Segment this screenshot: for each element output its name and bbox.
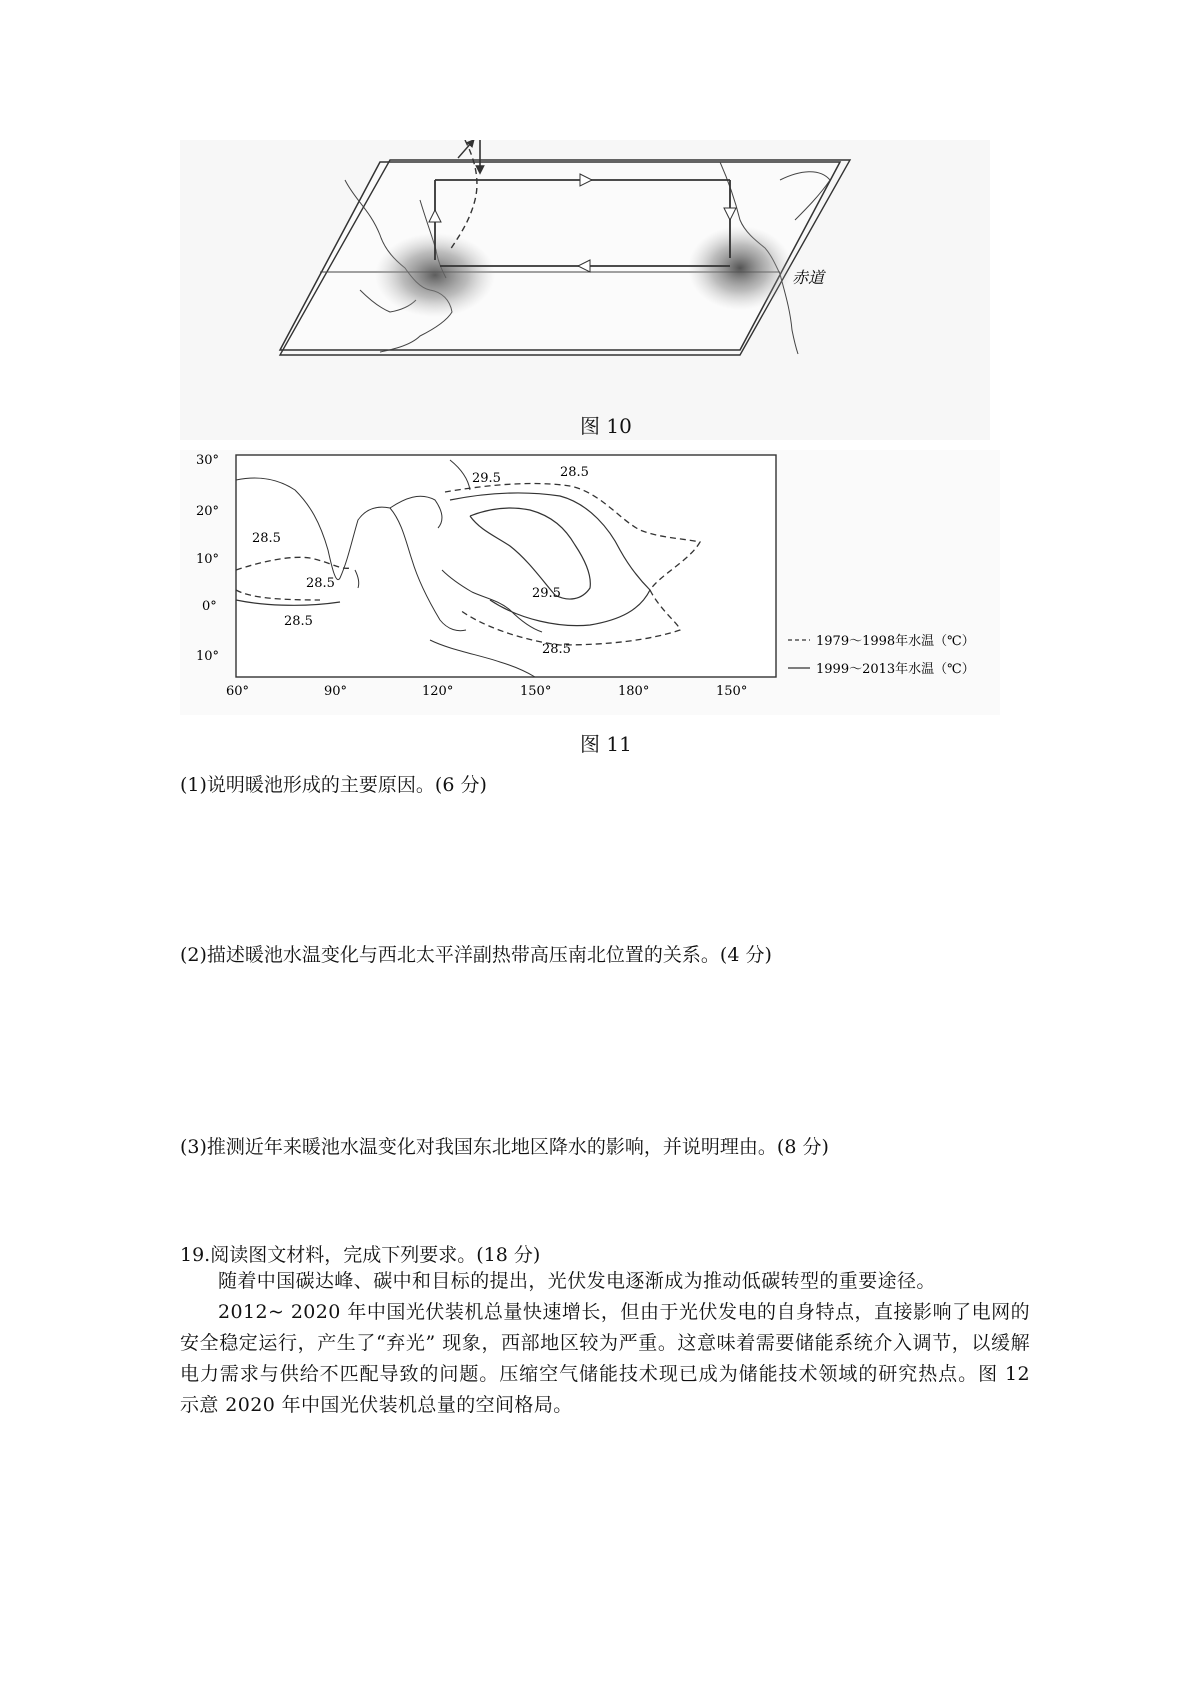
- legend-dashed-label: 1979～1998年水温（℃）: [816, 634, 975, 649]
- figure-11-warm-pool-map: [180, 450, 1000, 715]
- figure-10-caption: 图 10: [580, 414, 632, 438]
- lon-tick-60: 60°: [226, 684, 250, 699]
- material-paragraph-2-text: 2012~ 2020 年中国光伏装机总量快速增长，但由于光伏发电的自身特点，直接影响了电网的安全稳定运行，产生了“弃光” 现象，西部地区较为严重。这意味着需要储能系统介入调节，以缓解电力需求与供给不匹配导致的问题。压缩空气储能技术现已成为储能技术领域的研究热点。图 12 示意 2020 年中国光伏装机总量的空间格局。: [180, 1301, 1030, 1416]
- lon-tick-90: 90°: [324, 684, 348, 699]
- lon-tick-120: 120°: [422, 684, 454, 699]
- figure-10-walker-circulation: [180, 140, 990, 440]
- figure-11-caption: 图 11: [580, 732, 632, 756]
- label-285-d: 28.5: [560, 465, 589, 480]
- lat-tick-30: 30°: [196, 453, 220, 468]
- map-frame: [236, 455, 776, 677]
- equator-label: 赤道: [792, 268, 825, 287]
- label-285-b: 28.5: [306, 576, 335, 591]
- material-paragraph-2: [180, 1297, 1030, 1421]
- label-295-f: 29.5: [472, 471, 501, 486]
- lat-tick-10n: 10°: [196, 552, 220, 567]
- legend-solid-label: 1999～2013年水温（℃）: [816, 662, 975, 677]
- material-paragraph-1: [180, 1266, 1030, 1297]
- lon-tick-150w: 150°: [716, 684, 748, 699]
- label-295-g: 29.5: [532, 586, 561, 601]
- question-1: (1)说明暖池形成的主要原因。(6 分): [180, 774, 487, 796]
- material-paragraph-1-text: 随着中国碳达峰、碳中和目标的提出，光伏发电逐渐成为推动低碳转型的重要途径。: [218, 1270, 936, 1292]
- question-3: (3)推测近年来暖池水温变化对我国东北地区降水的影响，并说明理由。(8 分): [180, 1136, 829, 1158]
- lat-tick-10s: 10°: [196, 649, 220, 664]
- lat-tick-20: 20°: [196, 504, 220, 519]
- label-285-c: 28.5: [284, 614, 313, 629]
- east-subsidence-cloud: [688, 226, 792, 310]
- question-19-heading: 19.阅读图文材料，完成下列要求。(18 分): [180, 1244, 541, 1266]
- question-2: (2)描述暖池水温变化与西北太平洋副热带高压南北位置的关系。(4 分): [180, 944, 772, 966]
- lat-tick-0: 0°: [202, 599, 217, 614]
- lon-tick-150: 150°: [520, 684, 552, 699]
- lon-tick-180: 180°: [618, 684, 650, 699]
- label-285-e: 28.5: [542, 642, 571, 657]
- label-285-a: 28.5: [252, 531, 281, 546]
